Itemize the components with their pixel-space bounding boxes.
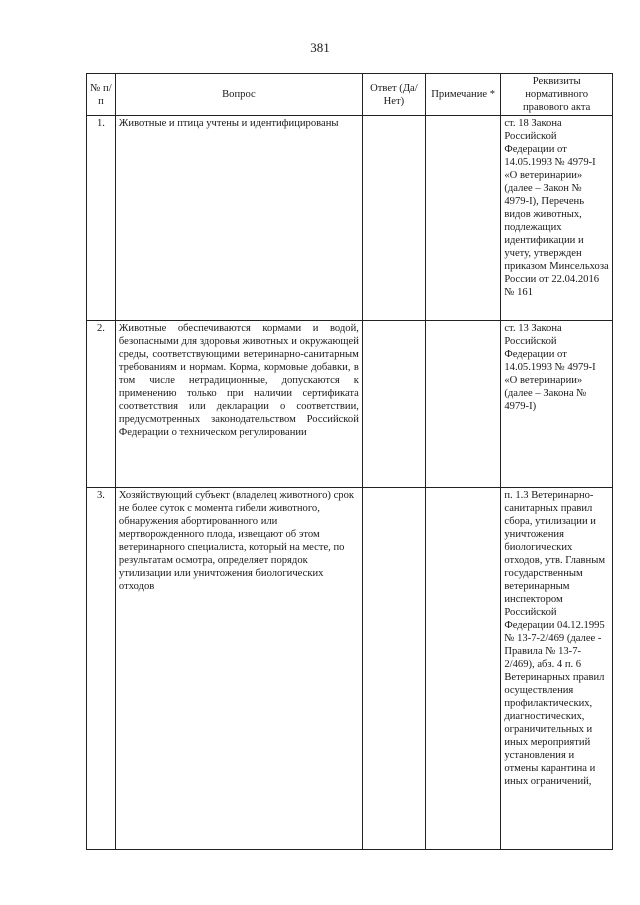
table-row: [87, 488, 613, 850]
row-question: Животные и птица учтены и идентифицированы: [115, 116, 362, 321]
row-answer-cell[interactable]: [362, 321, 425, 488]
row-question: Хозяйствующий субъект (владелец животного) срок не более суток с момента гибели животного, обнаружения абортированного или мертворожденного плода, извещают об этом ветеринарного специалиста, который на месте, по результатам осмотра, определяет порядок утилизации или уничтожения биологических отходов: [115, 488, 362, 850]
row-note-cell[interactable]: [425, 116, 500, 321]
row-number: 2.: [87, 321, 116, 488]
inspection-checklist-table: [86, 73, 613, 850]
row-question: Животные обеспечиваются кормами и водой, безопасными для здоровья животных и окружающей среды, соответствующими ветеринарно-санитарным требованиям и нормам. Корма, кормовые добавки, в том числе нетрадиционные, допускаются к применению только при наличии сертификата соответствия или декларации о соответствии, предусмотренных законодательством Российской Федерации о техническом регулировании: [115, 321, 362, 488]
table-row: [87, 321, 613, 488]
row-answer-cell[interactable]: [362, 488, 425, 850]
table-header-row: [87, 74, 613, 116]
table-row: [87, 116, 613, 321]
row-number: 3.: [87, 488, 116, 850]
row-note-cell[interactable]: [425, 321, 500, 488]
header-note: Примечание *: [425, 74, 500, 116]
header-reference: Реквизиты нормативного правового акта: [501, 74, 613, 116]
header-answer: Ответ (Да/Нет): [362, 74, 425, 116]
row-reference: ст. 18 Закона Российской Федерации от 14.05.1993 № 4979-I «О ветеринарии» (далее – Закон № 4979-I), Перечень видов животных, подлежащих идентификации и учету, утвержден приказом Минсельхоза России от 22.04.2016 № 161: [501, 116, 613, 321]
header-question: Вопрос: [115, 74, 362, 116]
row-note-cell[interactable]: [425, 488, 500, 850]
header-number: № п/п: [87, 74, 116, 116]
row-answer-cell[interactable]: [362, 116, 425, 321]
page-number: 381: [310, 40, 330, 55]
row-reference: п. 1.3 Ветеринарно-санитарных правил сбора, утилизации и уничтожения биологических отходов, утв. Главным государственным ветеринарным инспектором Российской Федерации 04.12.1995 № 13-7-2/469 (далее - Правила № 13-7-2/469), абз. 4 п. 6 Ветеринарных правил осуществления профилактических, диагностических, ограничительных и иных мероприятий установления и отмены карантина и иных ограничений,: [501, 488, 613, 850]
row-reference: ст. 13 Закона Российской Федерации от 14.05.1993 № 4979-I «О ветеринарии» (далее – Закона № 4979-I): [501, 321, 613, 488]
row-number: 1.: [87, 116, 116, 321]
